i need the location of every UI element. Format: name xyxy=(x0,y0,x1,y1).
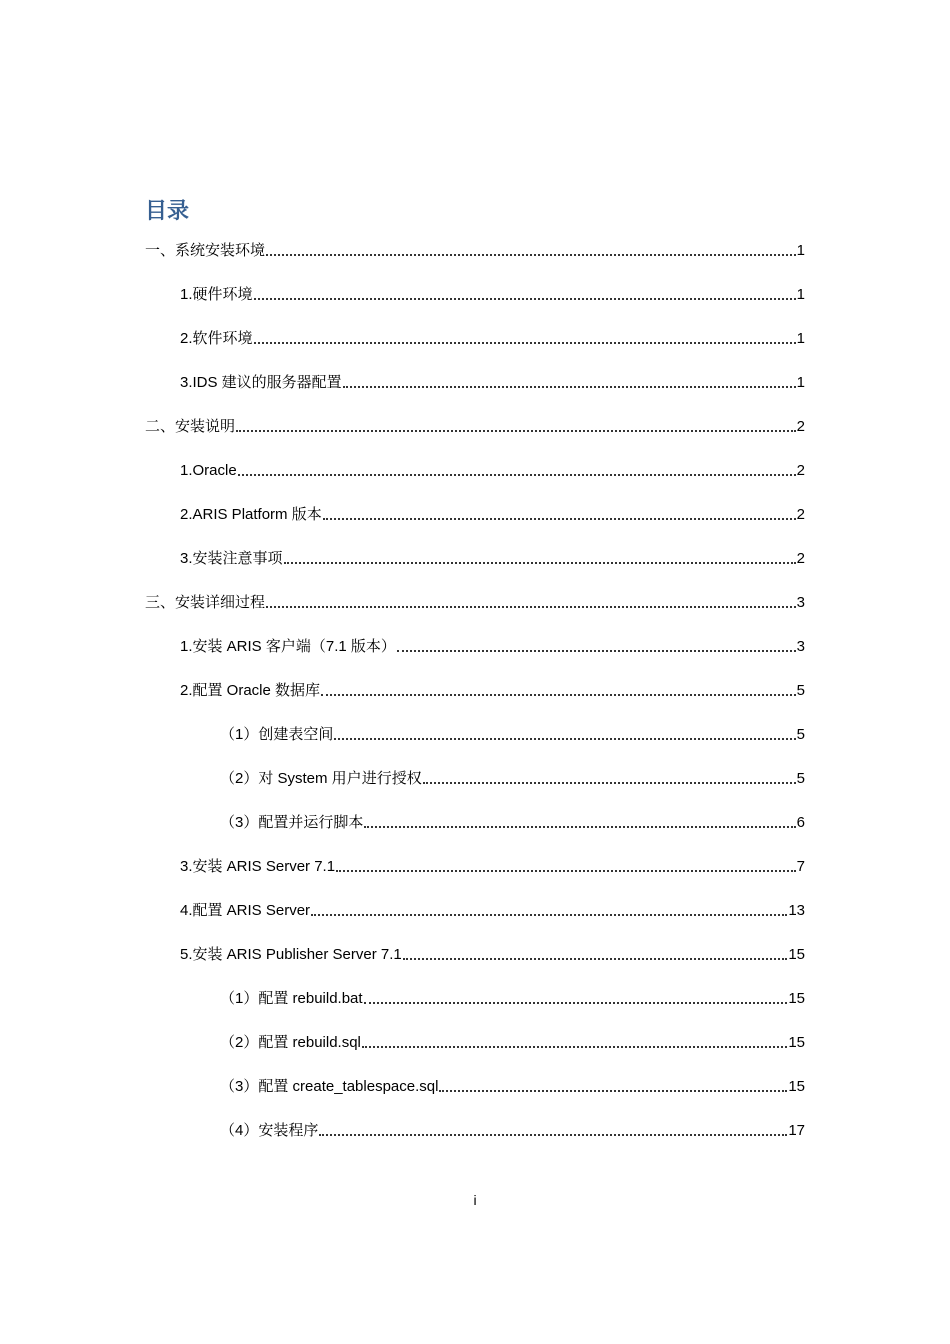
toc-entry-label: （2）对 System 用户进行授权 xyxy=(220,770,422,787)
toc-entry[interactable] xyxy=(180,372,805,394)
toc-entry-page: 1 xyxy=(796,242,805,259)
dot-leader xyxy=(236,430,796,432)
toc-entry-page: 3 xyxy=(796,638,805,655)
toc-entry-label: 二、安装说明 xyxy=(145,418,236,435)
dot-leader xyxy=(238,474,796,476)
dot-leader xyxy=(423,782,796,784)
toc-entry-label: 2.软件环境 xyxy=(180,330,253,347)
dot-leader xyxy=(284,562,796,564)
toc-entry[interactable] xyxy=(220,1032,805,1054)
toc-entry[interactable] xyxy=(180,636,805,658)
dot-leader xyxy=(254,298,796,300)
toc-entry[interactable] xyxy=(220,1076,805,1098)
toc-entry-page: 7 xyxy=(796,858,805,875)
toc-entry[interactable] xyxy=(180,944,805,966)
dot-leader xyxy=(311,914,787,916)
toc-entry[interactable] xyxy=(220,812,805,834)
footer-page-number: i xyxy=(473,1192,477,1208)
dot-leader xyxy=(439,1090,787,1092)
toc-entry-page: 15 xyxy=(788,946,805,963)
toc-entry-page: 2 xyxy=(796,550,805,567)
toc-entry-page: 15 xyxy=(788,990,805,1007)
toc-entry[interactable] xyxy=(180,900,805,922)
dot-leader xyxy=(397,650,796,652)
toc-entry-page: 6 xyxy=(796,814,805,831)
toc-entry-page: 5 xyxy=(796,682,805,699)
toc-entry[interactable] xyxy=(220,1120,805,1142)
toc-entry-page: 1 xyxy=(796,330,805,347)
toc-entry[interactable] xyxy=(180,284,805,306)
toc-entry-label: （1）配置 rebuild.bat xyxy=(220,990,363,1007)
toc-entry-page: 1 xyxy=(796,286,805,303)
toc-entry-label: 1.Oracle xyxy=(180,462,237,479)
toc-entry-page: 2 xyxy=(796,462,805,479)
toc-entry-label: 1.安装 ARIS 客户端（7.1 版本） xyxy=(180,638,396,655)
toc-entry[interactable] xyxy=(145,416,805,438)
toc-entry-label: 4.配置 ARIS Server xyxy=(180,902,311,919)
dot-leader xyxy=(343,386,796,388)
toc-entry-label: （2）配置 rebuild.sql xyxy=(220,1034,361,1051)
toc-entry-page: 5 xyxy=(796,726,805,743)
toc-title: 目录 xyxy=(145,198,190,223)
toc-entry-label: 3.IDS 建议的服务器配置 xyxy=(180,374,342,391)
toc-entry-label: （4）安装程序 xyxy=(220,1122,319,1139)
toc-entry-page: 5 xyxy=(796,770,805,787)
dot-leader xyxy=(334,738,795,740)
dot-leader xyxy=(321,694,796,696)
dot-leader xyxy=(362,1046,787,1048)
toc-entry-page: 3 xyxy=(796,594,805,611)
dot-leader xyxy=(254,342,796,344)
toc-entry-label: （1）创建表空间 xyxy=(220,726,334,743)
dot-leader xyxy=(336,870,796,872)
dot-leader xyxy=(266,606,796,608)
toc-entry-label: （3）配置并运行脚本 xyxy=(220,814,364,831)
toc-entry-label: （3）配置 create_tablespace.sql xyxy=(220,1078,439,1095)
toc-entry[interactable] xyxy=(180,680,805,702)
toc-entry-page: 13 xyxy=(788,902,805,919)
dot-leader xyxy=(266,254,796,256)
toc-entry-label: 3.安装 ARIS Server 7.1 xyxy=(180,858,336,875)
toc-entry-page: 17 xyxy=(788,1122,805,1139)
dot-leader xyxy=(364,1002,788,1004)
toc-entry-page: 2 xyxy=(796,418,805,435)
toc-entry-page: 1 xyxy=(796,374,805,391)
toc-entry-label: 2.配置 Oracle 数据库 xyxy=(180,682,321,699)
dot-leader xyxy=(364,826,795,828)
toc-entry[interactable] xyxy=(145,592,805,614)
toc-entry-label: 1.硬件环境 xyxy=(180,286,253,303)
toc-entry-label: 3.安装注意事项 xyxy=(180,550,283,567)
toc-entry-label: 三、安装详细过程 xyxy=(145,594,266,611)
toc-entry[interactable] xyxy=(220,724,805,746)
toc-entry[interactable] xyxy=(220,768,805,790)
dot-leader xyxy=(323,518,796,520)
dot-leader xyxy=(319,1134,787,1136)
toc-entry[interactable] xyxy=(180,504,805,526)
toc-entry[interactable] xyxy=(180,460,805,482)
toc-entry[interactable] xyxy=(145,240,805,262)
toc-entry[interactable] xyxy=(180,328,805,350)
toc-entry[interactable] xyxy=(180,548,805,570)
toc-entry-label: 5.安装 ARIS Publisher Server 7.1 xyxy=(180,946,402,963)
dot-leader xyxy=(403,958,788,960)
toc-entry-label: 2.ARIS Platform 版本 xyxy=(180,506,322,523)
toc-entry[interactable] xyxy=(180,856,805,878)
toc-entry-page: 15 xyxy=(788,1078,805,1095)
toc-entry-label: 一、系统安装环境 xyxy=(145,242,266,259)
toc-entry-page: 15 xyxy=(788,1034,805,1051)
toc-entry-page: 2 xyxy=(796,506,805,523)
toc-entry[interactable] xyxy=(220,988,805,1010)
